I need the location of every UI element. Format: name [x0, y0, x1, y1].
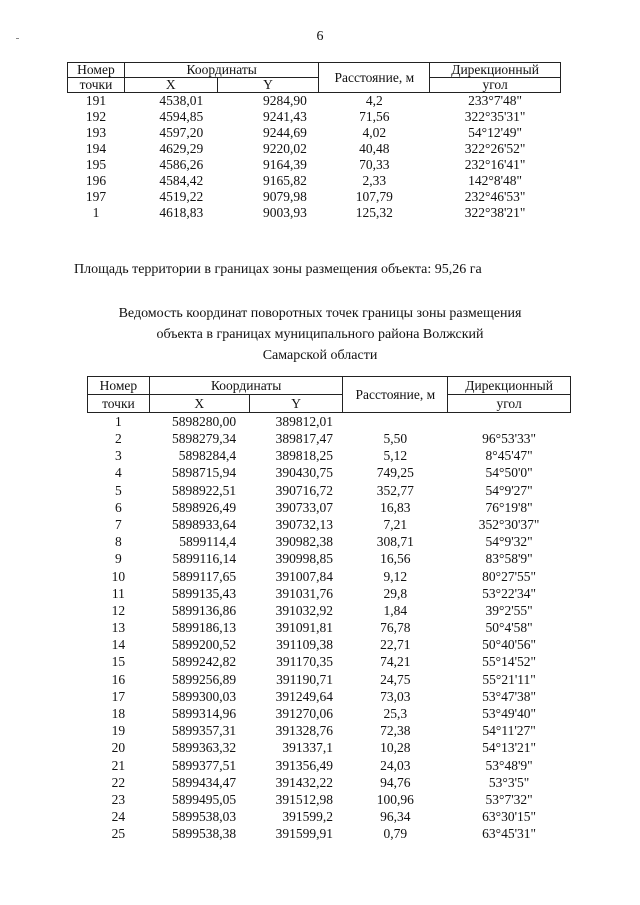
angle-cell: 322°35'31": [464, 109, 526, 125]
y-cell: 9003,93: [263, 205, 307, 221]
distance-cell: 71,56: [359, 109, 390, 125]
distance-cell: 125,32: [355, 205, 393, 221]
header-coordinates: Координаты: [124, 63, 319, 78]
distance-cell: 74,21: [380, 654, 411, 670]
table-row: [68, 93, 561, 110]
distance-cell: 749,25: [376, 465, 414, 481]
point-number-cell: 21: [111, 757, 126, 773]
x-cell: 5899200,52: [172, 637, 237, 653]
point-number-cell: 6: [115, 499, 122, 515]
angle-cell: 76°19'8": [485, 499, 533, 515]
y-cell: 9284,90: [263, 93, 307, 109]
table-row: [88, 826, 571, 843]
angle-cell: 322°38'21": [464, 205, 526, 221]
point-number-cell: 3: [115, 448, 122, 464]
point-number-cell: 195: [85, 157, 107, 173]
table-row: [88, 619, 571, 636]
distance-cell: 76,78: [380, 620, 411, 636]
distance-cell: 94,76: [380, 774, 411, 790]
angle-cell: 53°48'9": [485, 757, 533, 773]
y-cell: 391356,49: [275, 757, 333, 773]
y-cell: 389818,25: [275, 448, 333, 464]
y-cell: 391599,91: [275, 826, 333, 842]
table-row: [88, 499, 571, 516]
table-row: [88, 585, 571, 602]
distance-cell: 2,33: [362, 173, 387, 189]
angle-cell: 96°53'33": [482, 431, 537, 447]
x-cell: 5899117,65: [172, 568, 237, 584]
y-cell: 391091,81: [275, 620, 333, 636]
header-y: Y: [217, 78, 319, 93]
x-cell: 5898284,4: [178, 448, 237, 464]
y-cell: 391512,98: [275, 791, 333, 807]
angle-cell: 53°22'34": [482, 585, 537, 601]
distance-cell: 29,8: [383, 585, 408, 601]
point-number-cell: 8: [115, 534, 122, 550]
angle-cell: 50°4'58": [485, 620, 533, 636]
distance-cell: 40,48: [359, 141, 390, 157]
x-cell: 5899300,03: [172, 688, 237, 704]
angle-cell: 232°16'41": [464, 157, 526, 173]
y-cell: 391249,64: [275, 688, 333, 704]
y-cell: 391109,38: [276, 637, 333, 653]
distance-cell: 73,03: [380, 688, 411, 704]
x-cell: 4586,26: [159, 157, 204, 173]
header-y: Y: [249, 395, 343, 413]
heading-line-2: объекта в границах муниципального района Волжский: [156, 327, 484, 342]
y-cell: 390733,07: [275, 499, 333, 515]
point-number-cell: 22: [111, 774, 126, 790]
x-cell: 4584,42: [159, 173, 204, 189]
point-number-cell: 23: [111, 791, 126, 807]
distance-cell: 7,21: [383, 516, 408, 532]
y-cell: 9164,39: [263, 157, 307, 173]
point-number-cell: 13: [111, 620, 126, 636]
point-number-cell: 1: [115, 413, 122, 429]
y-cell: 9241,43: [263, 109, 307, 125]
x-cell: 5899314,96: [172, 706, 237, 722]
distance-cell: 107,79: [355, 189, 393, 205]
x-cell: 4538,01: [159, 93, 204, 109]
x-cell: 5898933,64: [172, 516, 237, 532]
distance-cell: 24,03: [380, 757, 411, 773]
table-row: [88, 705, 571, 722]
angle-cell: 63°30'15": [482, 809, 537, 825]
y-cell: 9079,98: [263, 189, 307, 205]
y-cell: 391007,84: [275, 568, 333, 584]
angle-cell: 54°9'32": [485, 534, 533, 550]
x-cell: 4629,29: [159, 141, 204, 157]
point-number-cell: 196: [85, 173, 107, 189]
coordinates-table-2: [87, 376, 571, 843]
table-row: [88, 722, 571, 739]
distance-cell: 16,83: [380, 499, 411, 515]
point-number-cell: 193: [85, 125, 107, 141]
angle-cell: 142°8'48": [468, 173, 523, 189]
x-cell: 5898715,94: [172, 465, 237, 481]
point-number-cell: 12: [111, 602, 126, 618]
x-cell: 5899434,47: [172, 774, 237, 790]
distance-cell: 5,50: [383, 431, 408, 447]
table-row: [88, 757, 571, 774]
x-cell: 5898926,49: [172, 499, 237, 515]
x-cell: 4519,22: [159, 189, 204, 205]
header-direction-line2: угол: [448, 395, 571, 413]
header-distance: Расстояние, м: [343, 377, 448, 413]
point-number-cell: 2: [115, 431, 122, 447]
distance-cell: 22,71: [380, 637, 411, 653]
header-coordinates: Координаты: [149, 377, 343, 395]
table-row: [88, 551, 571, 568]
x-cell: 5899363,32: [172, 740, 237, 756]
table-row: [88, 516, 571, 533]
x-cell: 5899256,89: [172, 671, 237, 687]
table-row: [68, 189, 561, 205]
y-cell: 390998,85: [275, 551, 333, 567]
angle-cell: 54°11'27": [482, 723, 536, 739]
table-row: [88, 636, 571, 653]
y-cell: 391032,92: [275, 602, 333, 618]
distance-cell: 4,02: [362, 125, 387, 141]
header-distance: Расстояние, м: [319, 63, 430, 93]
table-row: [68, 205, 561, 221]
y-cell: 390982,38: [275, 534, 333, 550]
table-row: [68, 109, 561, 125]
x-cell: 5898922,51: [172, 482, 237, 498]
table-row: [88, 791, 571, 808]
point-number-cell: 7: [115, 516, 122, 532]
distance-cell: 9,12: [383, 568, 408, 584]
angle-cell: 63°45'31": [482, 826, 537, 842]
distance-cell: 24,75: [380, 671, 411, 687]
header-number-line2: точки: [88, 395, 150, 413]
x-cell: 5899357,31: [172, 723, 237, 739]
coordinates-table-1: [67, 62, 561, 221]
angle-cell: 55°14'52": [482, 654, 537, 670]
angle-cell: 54°9'27": [485, 482, 533, 498]
distance-cell: 10,28: [380, 740, 411, 756]
angle-cell: 50°40'56": [482, 637, 537, 653]
angle-cell: 8°45'47": [485, 448, 533, 464]
point-number-cell: 197: [85, 189, 107, 205]
x-cell: 5899538,38: [172, 826, 237, 842]
x-cell: 5899538,03: [172, 809, 237, 825]
distance-cell: 4,2: [365, 93, 383, 109]
table-row: [88, 602, 571, 619]
header-x: X: [149, 395, 249, 413]
angle-cell: 80°27'55": [482, 568, 537, 584]
distance-cell: 1,84: [383, 602, 408, 618]
table-row: [88, 430, 571, 447]
x-cell: 4597,20: [159, 125, 204, 141]
angle-cell: 83°58'9": [485, 551, 533, 567]
point-number-cell: 11: [111, 585, 125, 601]
y-cell: 391328,76: [275, 723, 333, 739]
distance-cell: 100,96: [376, 791, 414, 807]
distance-cell: 25,3: [383, 706, 408, 722]
point-number-cell: 16: [111, 671, 126, 687]
distance-cell: 0,79: [383, 826, 408, 842]
point-number-cell: 4: [115, 465, 122, 481]
point-number-cell: 5: [115, 482, 122, 498]
y-cell: 389812,01: [275, 413, 333, 429]
table-row: [88, 465, 571, 482]
point-number-cell: 14: [111, 637, 126, 653]
x-cell: 5898280,00: [172, 413, 237, 429]
header-number: Номер: [88, 377, 150, 395]
header-x: X: [124, 78, 217, 93]
x-cell: 5899136,86: [172, 602, 237, 618]
point-number-cell: 17: [111, 688, 126, 704]
header-direction-line2: угол: [430, 78, 561, 93]
header-number-line2: точки: [68, 78, 125, 93]
x-cell: 5899116,14: [172, 551, 237, 567]
distance-cell: 96,34: [380, 809, 411, 825]
table-row: [88, 774, 571, 791]
angle-cell: 232°46'53": [464, 189, 526, 205]
x-cell: 4594,85: [159, 109, 204, 125]
table-row: [68, 157, 561, 173]
angle-cell: [448, 413, 571, 431]
angle-cell: 53°3'5": [488, 774, 530, 790]
table-row: [88, 654, 571, 671]
y-cell: 390732,13: [275, 516, 333, 532]
table-row: [88, 568, 571, 585]
x-cell: 5899242,82: [172, 654, 237, 670]
y-cell: 391170,35: [276, 654, 333, 670]
heading-line-1: Ведомость координат поворотных точек границы зоны размещения: [118, 306, 522, 321]
x-cell: 5899135,43: [172, 585, 237, 601]
x-cell: 5899377,51: [172, 757, 237, 773]
x-cell: 5899495,05: [172, 791, 237, 807]
distance-cell: 72,38: [380, 723, 411, 739]
distance-cell: [343, 413, 448, 431]
y-cell: 391031,76: [275, 585, 333, 601]
table-row: [68, 141, 561, 157]
header-direction: Дирекционный: [448, 377, 571, 395]
table-row: [88, 740, 571, 757]
y-cell: 391337,1: [282, 740, 333, 756]
angle-cell: 233°7'48": [468, 93, 523, 109]
table-row: [88, 688, 571, 705]
table-row: [88, 413, 571, 431]
distance-cell: 70,33: [359, 157, 390, 173]
point-number-cell: 24: [111, 809, 126, 825]
table-row: [88, 808, 571, 825]
table-row: [68, 173, 561, 189]
angle-cell: 53°47'38": [482, 688, 537, 704]
angle-cell: 322°26'52": [464, 141, 526, 157]
header-direction: Дирекционный: [430, 63, 561, 78]
angle-cell: 39°2'55": [485, 602, 533, 618]
x-cell: 5899186,13: [172, 620, 237, 636]
point-number-cell: 19: [111, 723, 126, 739]
x-cell: 4618,83: [159, 205, 204, 221]
table-row: [88, 447, 571, 464]
angle-cell: 54°13'21": [482, 740, 537, 756]
table-row: [88, 482, 571, 499]
angle-cell: 53°49'40": [482, 706, 537, 722]
point-number-cell: 20: [111, 740, 126, 756]
point-number-cell: 194: [85, 141, 107, 157]
y-cell: 9220,02: [263, 141, 307, 157]
distance-cell: 16,56: [380, 551, 411, 567]
point-number-cell: 9: [115, 551, 122, 567]
table-row: [88, 533, 571, 550]
angle-cell: 54°50'0": [485, 465, 533, 481]
header-number: Номер: [68, 63, 125, 78]
angle-cell: 54°12'49": [468, 125, 523, 141]
y-cell: 390716,72: [275, 482, 333, 498]
point-number-cell: 1: [92, 205, 100, 221]
angle-cell: 53°7'32": [485, 791, 533, 807]
distance-cell: 352,77: [376, 482, 414, 498]
point-number-cell: 10: [111, 568, 126, 584]
y-cell: 391190,71: [276, 671, 333, 687]
distance-cell: 308,71: [376, 534, 414, 550]
point-number-cell: 15: [111, 654, 126, 670]
point-number-cell: 18: [111, 706, 126, 722]
x-cell: 5899114,4: [179, 534, 237, 550]
x-cell: 5898279,34: [172, 431, 237, 447]
angle-cell: 55°21'11": [482, 671, 536, 687]
point-number-cell: 25: [111, 826, 126, 842]
y-cell: 389817,47: [275, 431, 333, 447]
point-number-cell: 191: [85, 93, 107, 109]
table-row: [88, 671, 571, 688]
y-cell: 391432,22: [275, 774, 333, 790]
table-row: [68, 125, 561, 141]
distance-cell: 5,12: [383, 448, 408, 464]
y-cell: 9165,82: [263, 173, 307, 189]
y-cell: 9244,69: [263, 125, 307, 141]
point-number-cell: 192: [85, 109, 107, 125]
heading-line-3: Самарской области: [262, 348, 378, 363]
angle-cell: 352°30'37": [478, 516, 540, 532]
page-number: 6: [316, 29, 324, 44]
area-statement: Площадь территории в границах зоны размещения объекта: 95,26 га: [74, 262, 482, 277]
y-cell: 391599,2: [282, 809, 333, 825]
y-cell: 391270,06: [275, 706, 333, 722]
y-cell: 390430,75: [275, 465, 333, 481]
